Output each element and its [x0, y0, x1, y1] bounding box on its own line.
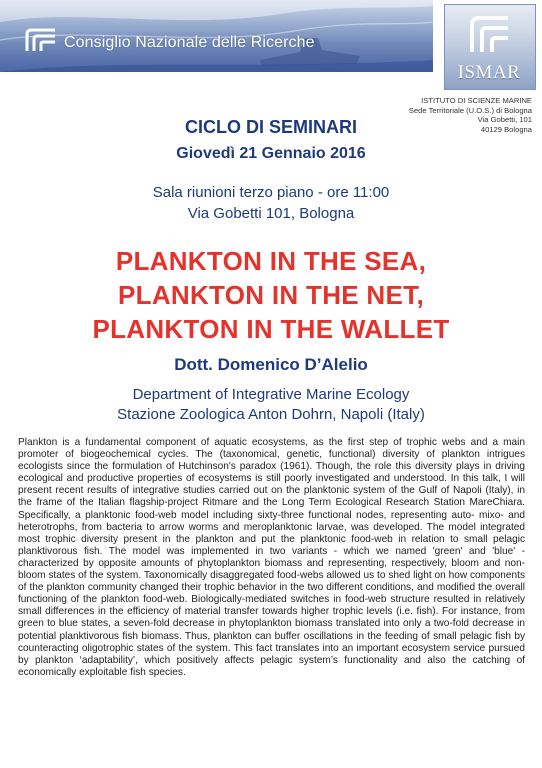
ismar-logo-icon [468, 14, 512, 56]
event-address: Via Gobetti 101, Bologna [187, 205, 355, 222]
address-line: 40129 Bologna [480, 124, 532, 134]
seminar-series: CICLO DI SEMINARI [184, 117, 357, 137]
speaker-department: Department of Integrative Marine Ecology [132, 386, 410, 403]
event-room-time: Sala riunioni terzo piano - ore 11:00 [152, 184, 390, 201]
address-line: Via Gobetti, 101 [477, 115, 532, 125]
talk-abstract: Plankton is a fundamental component of aquatic ecosystems, as the first step of trophic webs and a main promoter of biogeochemical cycles. The (taxonomical, genetic, functional) diversity of plankton intrigues ecologists since the formulation of Hutchinson's paradox (1961). Though, the role this diversity plays in driving ecological and productive properties of ecosystems is still poorly investigated and understood. In this talk, I will present recent results of integrative studies carried out on the planktonic system of the Gulf of Napoli (Italy), in the frame of the Italian flagship-project Ritmare and the Long Term Ecological Research Station MareChiara. Specifically, a planktonic food-web model including sixty-three functional nodes, representing auto- mixo- and heterotrophs, from bacteria to arrow worms and meroplanktonic larvae, was developed. The model integrated most trophic diversity present in the plankton and put the planktonic food-web in relation to small pelagic planktivorous fish. The model was implemented in two variants - which we named 'green' and 'blue' - characterized by opposite amounts of phytoplankton biomass and representing, respectively, bloom and non-bloom states of the system. Taxonomically disaggregated food-webs allowed us to shed light on how components of the plankton community changed their trophic behavior in the two different conditions, and modified the overall functioning of the plankton food-web. Biologically-mediated switches in food-web structure resulted in relatively small differences in the efficiency of material transfer towards higher trophic levels (i.e. fish). For instance, from green to blue states, a seven-fold decrease in phytoplankton biomass translated into only a two-fold decrease in potential planktivorous fish biomass. Thus, plankton can buffer oscillations in the feeding of small pelagic fish by counteracting oligotrophic states of the system. This fact translates into an important ecosystem service pursued by plankton ‘adaptability’, which positively affects pelagic system’s functionality and also the catching of economically exploitable fish species. [18, 437, 525, 678]
event-date: Giovedì 21 Gennaio 2016 [176, 145, 366, 162]
organization-name: Consiglio Nazionale delle Ricerche [64, 34, 315, 51]
talk-title-line: PLANKTON IN THE WALLET [92, 314, 450, 344]
cnr-logo-icon [24, 28, 58, 54]
header-banner [0, 0, 433, 72]
talk-title-line: PLANKTON IN THE SEA, [115, 246, 427, 276]
address-line: ISTITUTO DI SCIENZE MARINE [421, 96, 532, 105]
address-line: Sede Territoriale (U.O.S.) di Bologna [408, 105, 532, 115]
speaker-name: Dott. Domenico D’Alelio [174, 355, 368, 374]
ismar-logo-text: ISMAR [457, 62, 521, 83]
speaker-institution: Stazione Zoologica Anton Dohrn, Napoli (Italy) [117, 406, 425, 423]
talk-title-line: PLANKTON IN THE NET, [118, 280, 424, 310]
